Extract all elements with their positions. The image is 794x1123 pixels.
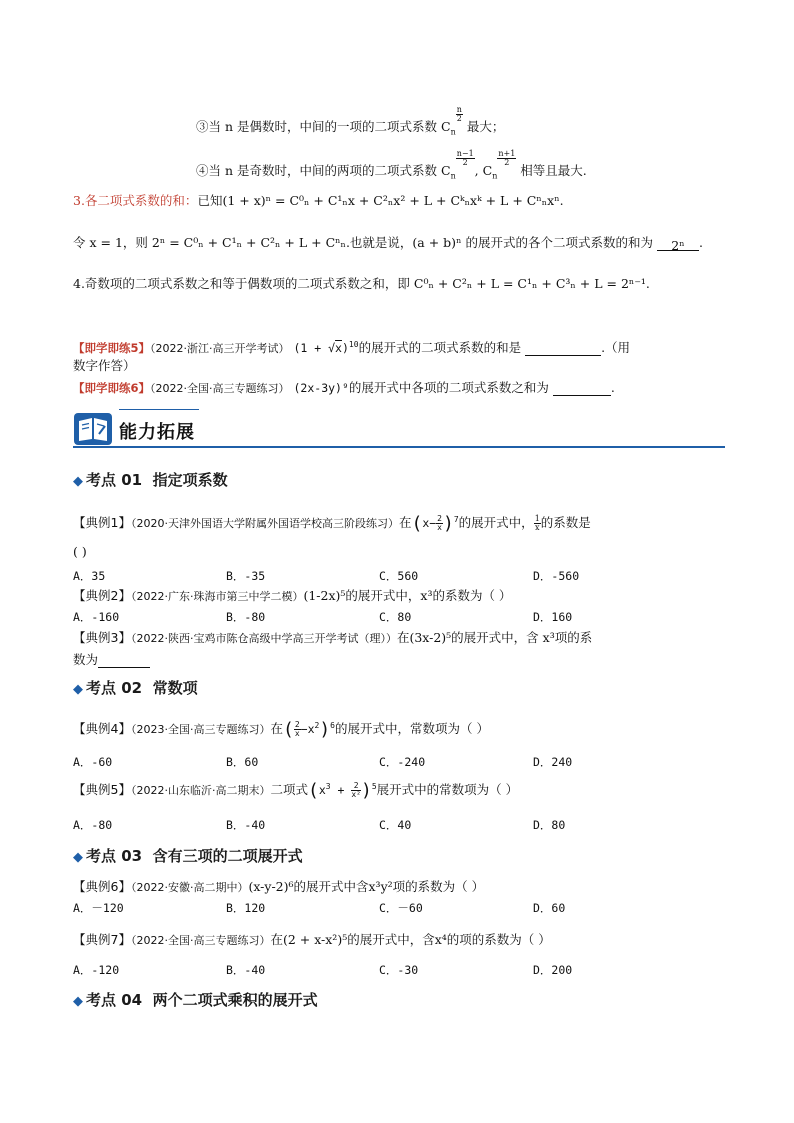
point-01-heading: ◆ 考点 01 指定项系数 bbox=[73, 471, 228, 489]
practice-6-blank bbox=[553, 383, 611, 396]
ex7-option-c[interactable]: C．-30 bbox=[379, 963, 419, 977]
ex1-option-d[interactable]: D．-560 bbox=[533, 569, 580, 583]
diamond-icon: ◆ bbox=[73, 850, 83, 865]
example-5: 【典例5】（2022·山东临沂·高二期末）二项式($x^3$ + $\frac{2}{\text{x²}}$ )$^5$展开式中的常数项为（ ） bbox=[73, 780, 519, 801]
ex5-option-a[interactable]: A．-80 bbox=[73, 818, 113, 832]
example-7: 【典例7】（2022·全国·高三专题练习）在(2 + x-x²)⁵的展开式中，含x⁴的项的系数为（ ） bbox=[73, 932, 551, 947]
ex2-option-c[interactable]: C．80 bbox=[379, 610, 412, 624]
answer-blank: 2ⁿ bbox=[657, 238, 699, 251]
ex1-option-c[interactable]: C．560 bbox=[379, 569, 419, 583]
diamond-icon: ◆ bbox=[73, 994, 83, 1009]
example-5-expr: ($x^3$ + $\frac{2}{\text{x²}}$ )$^5$ bbox=[307, 780, 377, 801]
ex6-option-b[interactable]: B．120 bbox=[226, 901, 266, 915]
item-4-line: 4.奇数项的二项式系数之和等于偶数项的二项式系数之和，即 C⁰ₙ + C²ₙ + L = C¹ₙ + C³ₙ + L = 2ⁿ⁻¹. bbox=[73, 276, 650, 291]
ex7-option-d[interactable]: D．200 bbox=[533, 963, 573, 977]
one-over-x: $\frac{1}{x}$ bbox=[534, 514, 540, 532]
example-2: 【典例2】（2022·广东·珠海市第三中学二模）(1-2x)⁵的展开式中，x³的系数为（ ） bbox=[73, 588, 512, 603]
banner-top-line bbox=[119, 409, 199, 410]
example-4: 【典例4】（2023·全国·高三专题练习）在( $\frac{2}{x}$ $-x^2)^6$的展开式中，常数项为（ ） bbox=[73, 719, 489, 740]
example-6: 【典例6】（2022·安徽·高二期中）(x-y-2)⁶的展开式中含x³y²项的系数为（ ） bbox=[73, 879, 485, 894]
ex4-option-c[interactable]: C．-240 bbox=[379, 755, 426, 769]
point-03-heading: ◆ 考点 03 含有三项的二项展开式 bbox=[73, 847, 303, 865]
practice-5-blank bbox=[525, 343, 601, 356]
example-1-expr: (x− $\frac{2}{x}$ )$^7$ bbox=[411, 513, 459, 534]
section-title: 能力拓展 bbox=[119, 422, 195, 443]
item-3-line: 3.各二项式系数的和：已知(1 + x)ⁿ = C⁰ₙ + C¹ₙx + C²ₙx² + L + Cᵏₙxᵏ + L + Cⁿₙxⁿ. bbox=[73, 193, 564, 208]
practice-5: 【即学即练5】（2022·浙江·高三开学考试） $(1 + √x)^{10}$的展开式的二项式系数的和是 .（用 bbox=[73, 340, 631, 355]
ex7-option-b[interactable]: B．-40 bbox=[226, 963, 266, 977]
diamond-icon: ◆ bbox=[73, 682, 83, 697]
let-x-line: 令 x = 1，则 2ⁿ = C⁰ₙ + C¹ₙ + C²ₙ + L + Cⁿₙ.也就是说，(a + b)ⁿ 的展开式的各个二项式系数的和为 2ⁿ . bbox=[73, 235, 703, 253]
example-1-line2: ( ) bbox=[73, 544, 87, 559]
example-4-expr: ( $\frac{2}{x}$ $-x^2)^6$ bbox=[282, 719, 335, 740]
ex2-option-b[interactable]: B．-80 bbox=[226, 610, 266, 624]
property-line-4: ④当 n 是奇数时，中间的两项的二项式系数 $C_n$ $\frac{n-1}{2}$ , $C_n$ $\frac{n+1}{2}$ 相等且最大. bbox=[196, 149, 587, 181]
open-book-icon bbox=[73, 412, 113, 446]
point-02-heading: ◆ 考点 02 常数项 bbox=[73, 679, 198, 697]
practice-5-expr: $(1 + √x)^{10}$ bbox=[293, 340, 359, 355]
ex1-option-a[interactable]: A．35 bbox=[73, 569, 106, 583]
banner-rule bbox=[73, 446, 725, 448]
section-banner bbox=[73, 408, 725, 448]
ex5-option-b[interactable]: B．-40 bbox=[226, 818, 266, 832]
example-3-line2: 数为 bbox=[73, 650, 150, 668]
ex6-option-c[interactable]: C．－60 bbox=[379, 901, 423, 915]
example-3-blank bbox=[98, 655, 150, 668]
ex6-option-a[interactable]: A．－120 bbox=[73, 901, 124, 915]
example-3: 【典例3】（2022·陕西·宝鸡市陈仓高级中学高三开学考试（理））在(3x-2)⁵的展开式中，含 x³项的系 bbox=[73, 630, 593, 645]
example-1: 【典例1】（2020·天津外国语大学附属外国语学校高三阶段练习）在(x− $\frac{2}{x}$ )$^7$的展开式中， $\frac{1}{x}$ 的系数是 bbox=[73, 513, 591, 534]
practice-6: 【即学即练6】（2022·全国·高三专题练习） (2x-3y)⁹的展开式中各项的二项式系数之和为 . bbox=[73, 380, 615, 395]
ex2-option-d[interactable]: D．160 bbox=[533, 610, 573, 624]
ex1-option-b[interactable]: B．-35 bbox=[226, 569, 266, 583]
ex2-option-a[interactable]: A．-160 bbox=[73, 610, 120, 624]
practice-5-line2: 数字作答） bbox=[73, 358, 136, 373]
ex4-option-a[interactable]: A．-60 bbox=[73, 755, 113, 769]
ex4-option-d[interactable]: D．240 bbox=[533, 755, 573, 769]
property-line-3: ③当 n 是偶数时，中间的一项的二项式系数 $C_n$ $\frac{n}{2}$ 最大； bbox=[196, 105, 505, 137]
binomial-pair: $C_n$ $\frac{n-1}{2}$ , $C_n$ $\frac{n+1}{2}$ bbox=[440, 149, 516, 181]
binomial-c-n-over-2: $C_n$ $\frac{n}{2}$ bbox=[440, 105, 462, 137]
ex5-option-d[interactable]: D．80 bbox=[533, 818, 566, 832]
ex6-option-d[interactable]: D．60 bbox=[533, 901, 566, 915]
ex5-option-c[interactable]: C．40 bbox=[379, 818, 412, 832]
diamond-icon: ◆ bbox=[73, 474, 83, 489]
ex4-option-b[interactable]: B．60 bbox=[226, 755, 259, 769]
ex7-option-a[interactable]: A．-120 bbox=[73, 963, 120, 977]
point-04-heading: ◆ 考点 04 两个二项式乘积的展开式 bbox=[73, 991, 318, 1009]
